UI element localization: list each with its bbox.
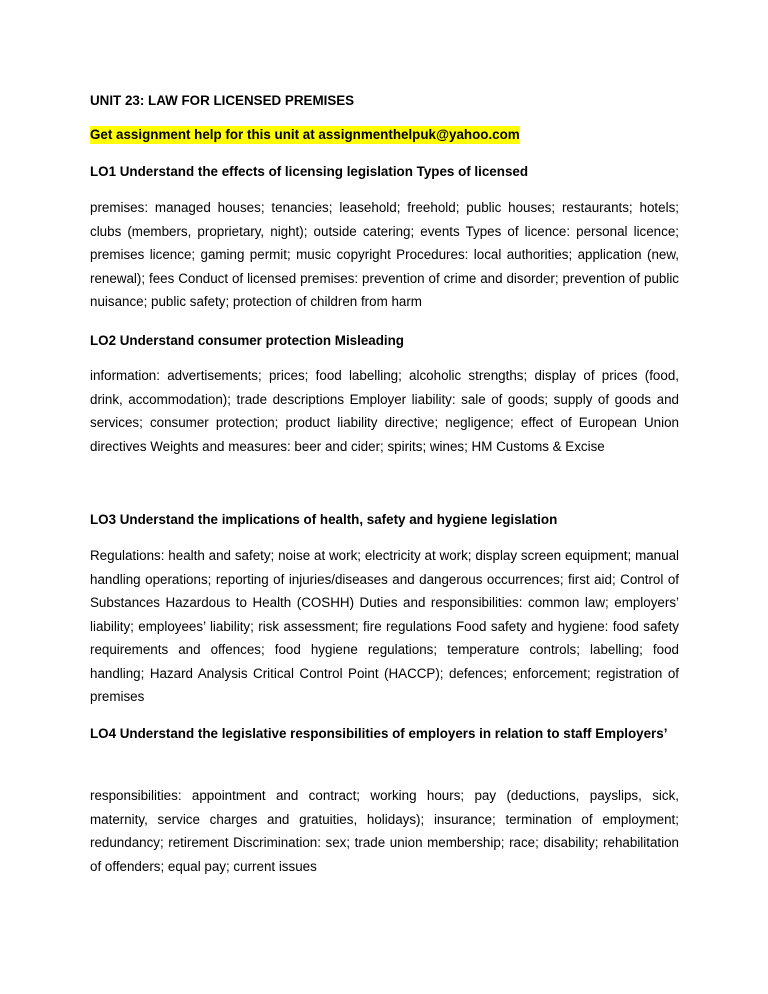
lo3-body: Regulations: health and safety; noise at work; electricity at work; display screen equipment; manual handling operations; reporting of injuries/diseases and dangerous occurrences; first aid; Control of Substances Hazardous to Health (COSHH) Duties and responsibilities: common law; employers’ liability; employees’ liability; risk assessment; fire regulations Food safety and hygiene: food safety requirements and offences; food hygiene regulations; temperature controls; labelling; food handling; Hazard Analysis Critical Control Point (HACCP); defences; enforcement; registration of premises (90, 548, 679, 704)
lo4-heading: LO4 Understand the legislative responsibilities of employers in relation to staff Employers’ (90, 726, 668, 741)
lo1-heading: LO1 Understand the effects of licensing legislation Types of licensed (90, 164, 529, 179)
lo3-heading: LO3 Understand the implications of health, safety and hygiene legislation (90, 512, 558, 527)
unit-title: UNIT 23: LAW FOR LICENSED PREMISES (90, 93, 355, 108)
lo2-body: information: advertisements; prices; food labelling; alcoholic strengths; display of prices (food, drink, accommodation); trade descriptions Employer liability: sale of goods; supply of goods and services; consumer protection; product liability directive; negligence; effect of European Union directives Weights and measures: beer and cider; spirits; wines; HM Customs & Excise (90, 368, 679, 454)
lo2-heading: LO2 Understand consumer protection Misleading (90, 333, 404, 348)
promo-line-text: Get assignment help for this unit at assignmenthelpuk@yahoo.com (90, 127, 520, 142)
promo-line (90, 126, 679, 144)
lo4-body: responsibilities: appointment and contract; working hours; pay (deductions, payslips, sick, maternity, service charges and gratuities, holidays); insurance; termination of employment; redundancy; retirement Discrimination: sex; trade union membership; race; disability; rehabilitation of offenders; equal pay; current issues (90, 788, 679, 874)
lo1-body: premises: managed houses; tenancies; leasehold; freehold; public houses; restaurants; hotels; clubs (members, proprietary, night); outside catering; events Types of licence: personal licence; premises licence; gaming permit; music copyright Procedures: local authorities; application (new, renewal); fees Conduct of licensed premises: prevention of crime and disorder; prevention of public nuisance; public safety; protection of children from harm (90, 200, 679, 309)
